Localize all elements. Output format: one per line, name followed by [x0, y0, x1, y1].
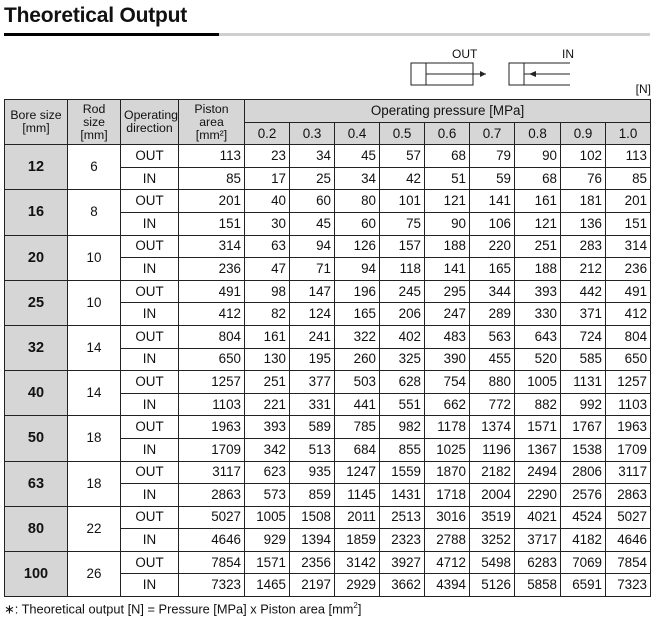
cylinder-direction-symbols: [410, 47, 574, 89]
piston-area-cell: 236: [179, 258, 245, 281]
output-value-cell: 2197: [290, 574, 335, 597]
output-value-cell: 45: [290, 212, 335, 235]
title-underline: [4, 33, 650, 36]
output-value-cell: 295: [425, 280, 470, 303]
output-value-cell: 4646: [606, 529, 651, 552]
bore-size-cell: 20: [5, 235, 68, 280]
output-value-cell: 2513: [380, 506, 425, 529]
piston-area-cell: 151: [179, 212, 245, 235]
output-value-cell: 90: [515, 145, 561, 168]
output-value-cell: 513: [290, 438, 335, 461]
output-value-cell: 551: [380, 393, 425, 416]
output-value-cell: 585: [561, 348, 606, 371]
output-value-cell: 76: [561, 167, 606, 190]
pressure-header: 0.3: [290, 122, 335, 145]
table-row: [5, 325, 651, 348]
output-value-cell: 124: [290, 303, 335, 326]
bore-size-cell: 100: [5, 551, 68, 596]
output-value-cell: 1870: [425, 461, 470, 484]
output-value-cell: 136: [561, 212, 606, 235]
output-value-cell: 1025: [425, 438, 470, 461]
theoretical-output-table: [4, 99, 651, 597]
pressure-header: 0.9: [561, 122, 606, 145]
output-value-cell: 1247: [335, 461, 380, 484]
output-value-cell: 455: [470, 348, 515, 371]
output-value-cell: 60: [335, 212, 380, 235]
output-value-cell: 221: [245, 393, 290, 416]
output-value-cell: 1178: [425, 416, 470, 439]
output-value-cell: 4021: [515, 506, 561, 529]
output-value-cell: 982: [380, 416, 425, 439]
output-value-cell: 1559: [380, 461, 425, 484]
output-value-cell: 4394: [425, 574, 470, 597]
bore-size-cell: 12: [5, 145, 68, 190]
output-value-cell: 2004: [470, 484, 515, 507]
output-value-cell: 371: [561, 303, 606, 326]
output-value-cell: 3252: [470, 529, 515, 552]
output-value-cell: 589: [290, 416, 335, 439]
output-value-cell: 5858: [515, 574, 561, 597]
direction-cell: IN: [121, 438, 179, 461]
output-value-cell: 161: [245, 325, 290, 348]
output-value-cell: 188: [515, 258, 561, 281]
output-value-cell: 85: [606, 167, 651, 190]
output-value-cell: 1963: [606, 416, 651, 439]
direction-cell: IN: [121, 212, 179, 235]
output-value-cell: 5027: [606, 506, 651, 529]
output-value-cell: 2806: [561, 461, 606, 484]
table-row: [5, 461, 651, 484]
output-value-cell: 60: [290, 190, 335, 213]
output-value-cell: 684: [335, 438, 380, 461]
piston-area-cell: 1257: [179, 371, 245, 394]
output-value-cell: 34: [335, 167, 380, 190]
piston-area-cell: 7323: [179, 574, 245, 597]
table-row: [5, 506, 651, 529]
output-value-cell: 785: [335, 416, 380, 439]
output-value-cell: 628: [380, 371, 425, 394]
bore-size-cell: 40: [5, 371, 68, 416]
output-value-cell: 121: [425, 190, 470, 213]
table-row: [5, 416, 651, 439]
output-value-cell: 68: [425, 145, 470, 168]
direction-cell: OUT: [121, 280, 179, 303]
piston-area-cell: 113: [179, 145, 245, 168]
cylinder-direction-icon: [410, 47, 570, 89]
output-value-cell: 121: [515, 212, 561, 235]
output-value-cell: 236: [606, 258, 651, 281]
piston-area-cell: 412: [179, 303, 245, 326]
output-value-cell: 503: [335, 371, 380, 394]
output-value-cell: 57: [380, 145, 425, 168]
output-value-cell: 106: [470, 212, 515, 235]
output-value-cell: 68: [515, 167, 561, 190]
direction-cell: OUT: [121, 235, 179, 258]
output-value-cell: 1709: [606, 438, 651, 461]
output-value-cell: 1257: [606, 371, 651, 394]
piston-area-cell: 4646: [179, 529, 245, 552]
pressure-group-header: Operating pressure [MPa]: [245, 100, 651, 123]
output-value-cell: 483: [425, 325, 470, 348]
output-value-cell: 94: [290, 235, 335, 258]
output-value-cell: 1131: [561, 371, 606, 394]
output-value-cell: 220: [470, 235, 515, 258]
output-value-cell: 1374: [470, 416, 515, 439]
output-value-cell: 377: [290, 371, 335, 394]
output-value-cell: 3927: [380, 551, 425, 574]
output-value-cell: 390: [425, 348, 470, 371]
output-value-cell: 772: [470, 393, 515, 416]
output-value-cell: 206: [380, 303, 425, 326]
pressure-header: 0.4: [335, 122, 380, 145]
output-value-cell: 165: [470, 258, 515, 281]
bore-size-cell: 80: [5, 506, 68, 551]
output-value-cell: 25: [290, 167, 335, 190]
output-value-cell: 1767: [561, 416, 606, 439]
output-value-cell: 188: [425, 235, 470, 258]
output-value-cell: 23: [245, 145, 290, 168]
output-value-cell: 6591: [561, 574, 606, 597]
direction-cell: OUT: [121, 416, 179, 439]
direction-cell: OUT: [121, 461, 179, 484]
unit-label: [N]: [635, 82, 651, 96]
output-value-cell: 45: [335, 145, 380, 168]
output-value-cell: 882: [515, 393, 561, 416]
piston-area-header: Piston area [mm²]: [179, 100, 245, 145]
output-value-cell: 2929: [335, 574, 380, 597]
table-row: [5, 235, 651, 258]
output-value-cell: 59: [470, 167, 515, 190]
output-value-cell: 3016: [425, 506, 470, 529]
bore-size-cell: 25: [5, 280, 68, 325]
output-value-cell: 4712: [425, 551, 470, 574]
output-value-cell: 4182: [561, 529, 606, 552]
direction-cell: IN: [121, 348, 179, 371]
output-value-cell: 3117: [606, 461, 651, 484]
output-value-cell: 251: [515, 235, 561, 258]
direction-cell: OUT: [121, 190, 179, 213]
output-value-cell: 75: [380, 212, 425, 235]
table-row: [5, 280, 651, 303]
output-value-cell: 441: [335, 393, 380, 416]
output-value-cell: 1538: [561, 438, 606, 461]
output-value-cell: 2290: [515, 484, 561, 507]
output-value-cell: 1571: [515, 416, 561, 439]
output-value-cell: 1005: [245, 506, 290, 529]
bore-size-cell: 16: [5, 190, 68, 235]
output-value-cell: 196: [335, 280, 380, 303]
output-value-cell: 3662: [380, 574, 425, 597]
output-value-cell: 4524: [561, 506, 606, 529]
output-value-cell: 17: [245, 167, 290, 190]
output-value-cell: 2863: [606, 484, 651, 507]
output-value-cell: 491: [606, 280, 651, 303]
output-value-cell: 754: [425, 371, 470, 394]
output-value-cell: 130: [245, 348, 290, 371]
output-value-cell: 7323: [606, 574, 651, 597]
rod-size-cell: 22: [68, 506, 121, 551]
table-row: [5, 145, 651, 168]
output-value-cell: 520: [515, 348, 561, 371]
output-value-cell: 1145: [335, 484, 380, 507]
output-value-cell: 181: [561, 190, 606, 213]
output-value-cell: 992: [561, 393, 606, 416]
page-title: Theoretical Output: [4, 4, 188, 27]
output-value-cell: 2323: [380, 529, 425, 552]
output-value-cell: 1196: [470, 438, 515, 461]
output-value-cell: 245: [380, 280, 425, 303]
output-value-cell: 1465: [245, 574, 290, 597]
output-value-cell: 161: [515, 190, 561, 213]
output-value-cell: 643: [515, 325, 561, 348]
output-value-cell: 82: [245, 303, 290, 326]
rod-size-cell: 18: [68, 461, 121, 506]
output-value-cell: 2011: [335, 506, 380, 529]
output-value-cell: 330: [515, 303, 561, 326]
output-value-cell: 34: [290, 145, 335, 168]
output-value-cell: 3519: [470, 506, 515, 529]
table-row: [5, 551, 651, 574]
output-value-cell: 325: [380, 348, 425, 371]
output-value-cell: 2494: [515, 461, 561, 484]
direction-cell: IN: [121, 303, 179, 326]
pressure-header: 0.6: [425, 122, 470, 145]
output-value-cell: 442: [561, 280, 606, 303]
output-value-cell: 101: [380, 190, 425, 213]
output-value-cell: 7069: [561, 551, 606, 574]
output-value-cell: 51: [425, 167, 470, 190]
pressure-header: 0.7: [470, 122, 515, 145]
output-value-cell: 804: [606, 325, 651, 348]
piston-area-cell: 1963: [179, 416, 245, 439]
direction-header: Operating direction: [121, 100, 179, 145]
output-value-cell: 2576: [561, 484, 606, 507]
rod-size-cell: 14: [68, 325, 121, 370]
output-value-cell: 724: [561, 325, 606, 348]
output-value-cell: 880: [470, 371, 515, 394]
piston-area-cell: 7854: [179, 551, 245, 574]
output-value-cell: 63: [245, 235, 290, 258]
output-value-cell: 283: [561, 235, 606, 258]
output-value-cell: 126: [335, 235, 380, 258]
output-value-cell: 393: [245, 416, 290, 439]
output-value-cell: 344: [470, 280, 515, 303]
output-value-cell: 1005: [515, 371, 561, 394]
output-value-cell: 71: [290, 258, 335, 281]
piston-area-cell: 5027: [179, 506, 245, 529]
direction-cell: IN: [121, 484, 179, 507]
output-value-cell: 98: [245, 280, 290, 303]
rod-size-cell: 14: [68, 371, 121, 416]
output-value-cell: 662: [425, 393, 470, 416]
direction-cell: IN: [121, 574, 179, 597]
output-value-cell: 2182: [470, 461, 515, 484]
output-value-cell: 141: [425, 258, 470, 281]
output-value-cell: 165: [335, 303, 380, 326]
output-value-cell: 241: [290, 325, 335, 348]
output-value-cell: 2356: [290, 551, 335, 574]
output-value-cell: 322: [335, 325, 380, 348]
piston-area-cell: 201: [179, 190, 245, 213]
direction-cell: IN: [121, 167, 179, 190]
output-value-cell: 147: [290, 280, 335, 303]
output-value-cell: 1431: [380, 484, 425, 507]
rod-size-cell: 26: [68, 551, 121, 596]
output-value-cell: 935: [290, 461, 335, 484]
direction-cell: OUT: [121, 145, 179, 168]
output-value-cell: 141: [470, 190, 515, 213]
output-value-cell: 289: [470, 303, 515, 326]
output-value-cell: 260: [335, 348, 380, 371]
output-value-cell: 247: [425, 303, 470, 326]
output-value-cell: 623: [245, 461, 290, 484]
piston-area-cell: 85: [179, 167, 245, 190]
output-value-cell: 80: [335, 190, 380, 213]
output-value-cell: 113: [606, 145, 651, 168]
direction-cell: OUT: [121, 325, 179, 348]
pressure-header: 0.2: [245, 122, 290, 145]
output-value-cell: 90: [425, 212, 470, 235]
piston-area-cell: 314: [179, 235, 245, 258]
output-value-cell: 1367: [515, 438, 561, 461]
output-value-cell: 102: [561, 145, 606, 168]
output-value-cell: 212: [561, 258, 606, 281]
output-value-cell: 402: [380, 325, 425, 348]
rod-size-cell: 10: [68, 235, 121, 280]
output-value-cell: 342: [245, 438, 290, 461]
output-value-cell: 1571: [245, 551, 290, 574]
piston-area-cell: 650: [179, 348, 245, 371]
output-value-cell: 331: [290, 393, 335, 416]
pressure-header: 0.5: [380, 122, 425, 145]
piston-area-cell: 2863: [179, 484, 245, 507]
output-value-cell: 5498: [470, 551, 515, 574]
piston-area-cell: 804: [179, 325, 245, 348]
table-row: [5, 190, 651, 213]
output-value-cell: 2788: [425, 529, 470, 552]
footnote: ∗: Theoretical output [N] = Pressure [MPa] x Piston area $[mm^2]$: [4, 601, 362, 617]
bore-size-cell: 32: [5, 325, 68, 370]
output-value-cell: 30: [245, 212, 290, 235]
output-value-cell: 195: [290, 348, 335, 371]
output-value-cell: 855: [380, 438, 425, 461]
output-value-cell: 3717: [515, 529, 561, 552]
output-value-cell: 118: [380, 258, 425, 281]
direction-cell: IN: [121, 258, 179, 281]
output-value-cell: 94: [335, 258, 380, 281]
out-symbol-label: OUT: [452, 47, 478, 61]
output-value-cell: 157: [380, 235, 425, 258]
piston-area-cell: 3117: [179, 461, 245, 484]
output-value-cell: 859: [290, 484, 335, 507]
piston-area-cell: 491: [179, 280, 245, 303]
rod-size-cell: 8: [68, 190, 121, 235]
output-value-cell: 79: [470, 145, 515, 168]
direction-cell: OUT: [121, 371, 179, 394]
output-value-cell: 1718: [425, 484, 470, 507]
in-symbol-label: IN: [562, 47, 574, 61]
output-value-cell: 573: [245, 484, 290, 507]
pressure-header: 0.8: [515, 122, 561, 145]
output-value-cell: 314: [606, 235, 651, 258]
piston-area-cell: 1709: [179, 438, 245, 461]
pressure-header: 1.0: [606, 122, 651, 145]
output-value-cell: 42: [380, 167, 425, 190]
direction-cell: IN: [121, 393, 179, 416]
output-value-cell: 47: [245, 258, 290, 281]
direction-cell: IN: [121, 529, 179, 552]
output-value-cell: 5126: [470, 574, 515, 597]
direction-cell: OUT: [121, 506, 179, 529]
rod-size-cell: 10: [68, 280, 121, 325]
bore-size-cell: 50: [5, 416, 68, 461]
output-value-cell: 1859: [335, 529, 380, 552]
output-value-cell: 929: [245, 529, 290, 552]
output-value-cell: 7854: [606, 551, 651, 574]
output-value-cell: 251: [245, 371, 290, 394]
output-value-cell: 3142: [335, 551, 380, 574]
output-value-cell: 563: [470, 325, 515, 348]
rod-size-cell: 6: [68, 145, 121, 190]
output-value-cell: 40: [245, 190, 290, 213]
output-value-cell: 393: [515, 280, 561, 303]
piston-area-cell: 1103: [179, 393, 245, 416]
output-value-cell: 650: [606, 348, 651, 371]
output-value-cell: 1508: [290, 506, 335, 529]
output-value-cell: 1103: [606, 393, 651, 416]
output-value-cell: 201: [606, 190, 651, 213]
output-value-cell: 6283: [515, 551, 561, 574]
rod-size-cell: 18: [68, 416, 121, 461]
output-value-cell: 151: [606, 212, 651, 235]
bore-size-header: Bore size [mm]: [5, 100, 68, 145]
output-value-cell: 412: [606, 303, 651, 326]
output-value-cell: 1394: [290, 529, 335, 552]
table-row: [5, 371, 651, 394]
rod-size-header: Rod size [mm]: [68, 100, 121, 145]
direction-cell: OUT: [121, 551, 179, 574]
bore-size-cell: 63: [5, 461, 68, 506]
